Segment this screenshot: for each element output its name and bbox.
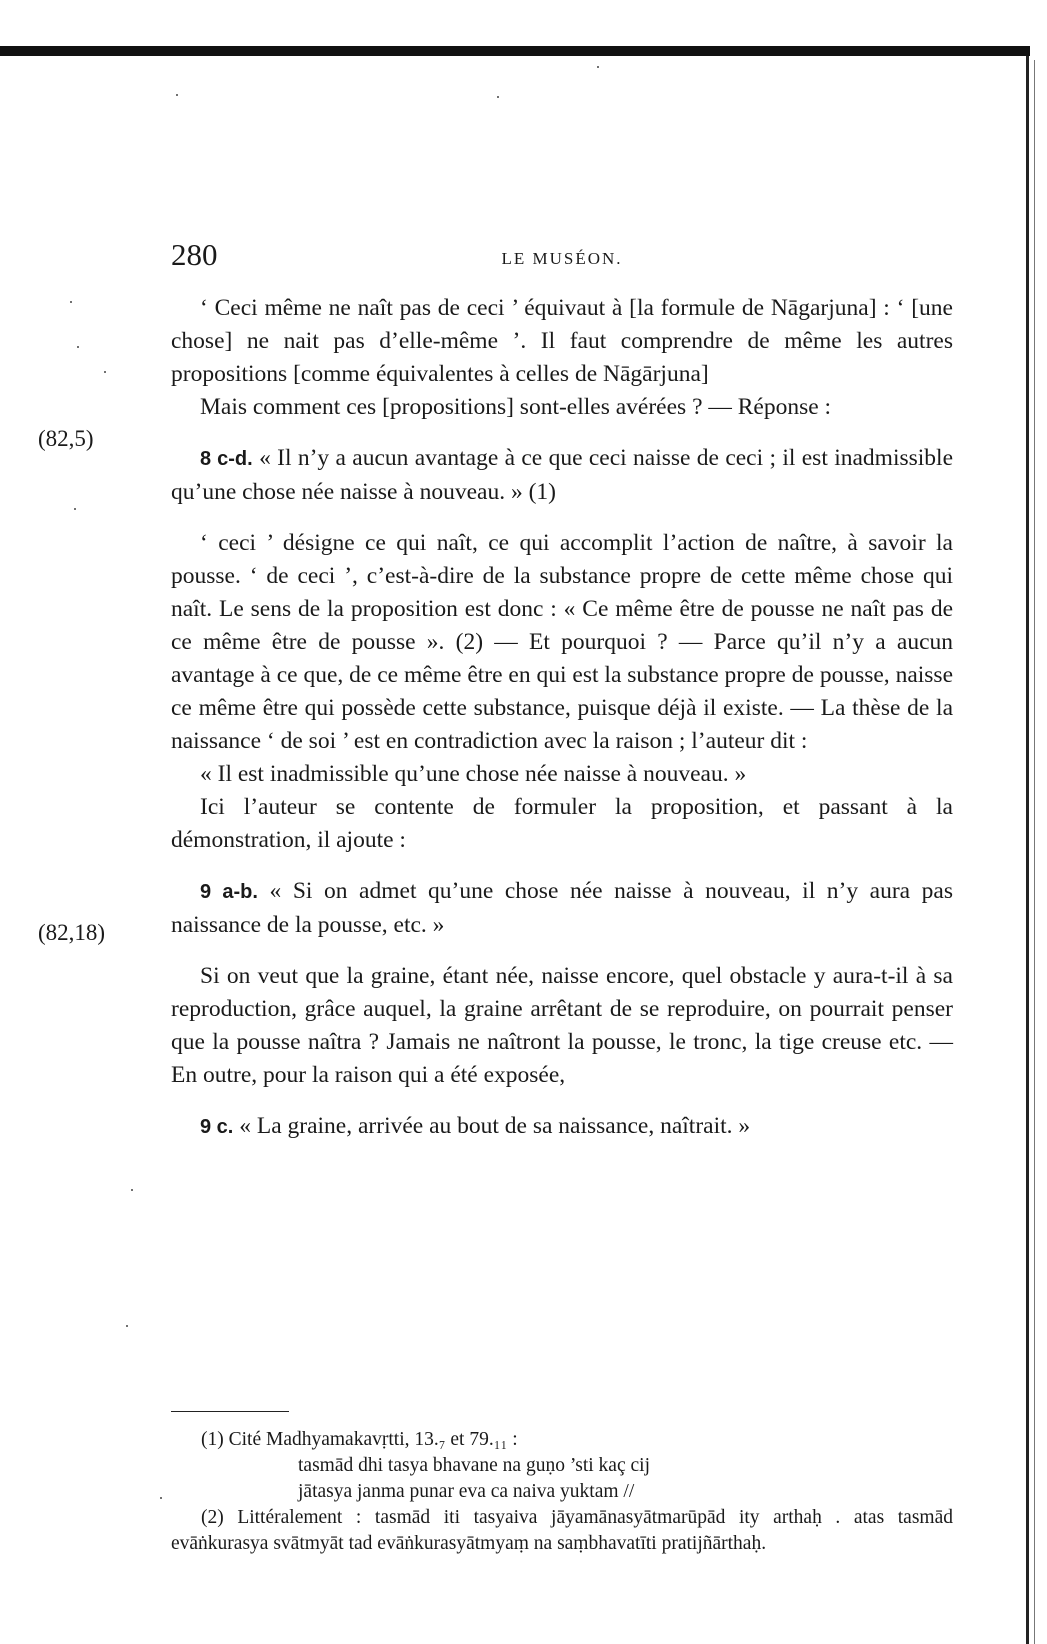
top-border — [0, 46, 1030, 56]
speck — [104, 371, 106, 373]
verse-label: 9 a-b. — [200, 881, 258, 903]
paragraph: ‘ ceci ’ désigne ce qui naît, ce qui accomplit l’action de naître, à savoir la pousse. ‘ de ceci ’, c’est-à-dire de la substance propre de cette même chose qui naît. Le sens de la proposition est donc : « Ce même être de pousse ne naît pas de ce même être de pousse ». (2) — Et pourquoi ? — Parce qu’il n’y a aucun avantage à ce que, de ce même être en qui est la substance propre de pousse, naisse ce même être qui possède cette substance, puisque déjà il existe. — La thèse de la naissance ‘ de soi ’ est en contradiction avec la raison ; l’auteur dit : — [171, 530, 953, 754]
verse-text: « Il n’y a aucun avantage à ce que ceci naisse de ceci ; il est inadmissible qu’une chose née naisse à nouveau. » (1) — [171, 445, 953, 505]
verse-label: 8 c-d. — [200, 448, 253, 470]
speck — [176, 94, 178, 96]
running-title: LE MUSÉON. — [501, 249, 623, 268]
verse-label: 9 c. — [200, 1116, 234, 1138]
footnote-2: (2) Littéralement : tasmād iti tasyaiva jāyamānasyātmarūpād ity arthaḥ . atas tasmād evāṅkurasya svātmyāt tad evāṅkurasyātmyaṃ na saṃbhavatīti pratijñārthaḥ. — [171, 1507, 953, 1554]
footnote-1-verse-line: tasmād dhi tasya bhavane na guṇo ’sti kaç cij — [298, 1455, 650, 1476]
right-border-shadow — [1034, 60, 1035, 1644]
margin-reference-2: (82,18) — [38, 920, 106, 945]
verse-9c — [171, 1110, 953, 1144]
paragraph: Mais comment ces [propositions] sont-elles avérées ? — Réponse : — [200, 394, 832, 420]
speck — [126, 1325, 128, 1327]
verse-8cd — [171, 442, 953, 509]
verse-text: « Si on admet qu’une chose née naisse à nouveau, il n’y aura pas naissance de la pousse, etc. » — [171, 878, 954, 938]
footnote-1-verse-line: jātasya janma punar eva ca naiva yuktam // — [298, 1481, 635, 1502]
speck — [74, 508, 76, 510]
paragraph: ‘ Ceci même ne naît pas de ceci ’ équivaut à [la formule de Nāgarjuna] : ‘ [une chose] ne nait pas d’elle-même ’. Il faut comprendre de même les autres propositions [comme équivalentes à celles de Nāgārjuna] — [171, 295, 953, 387]
speck — [497, 96, 499, 98]
verse-9ab — [171, 875, 953, 942]
page-number: 280 — [171, 237, 218, 272]
speck — [160, 1497, 162, 1499]
speck — [77, 346, 79, 348]
footnote-1: (1) Cité Madhyamakavṛtti, 13.₇ et 79.₁₁ : — [201, 1429, 518, 1450]
footnotes — [171, 1427, 953, 1557]
speck — [70, 301, 72, 303]
speck — [131, 1189, 133, 1191]
right-border — [1026, 56, 1029, 1644]
paragraph: Si on veut que la graine, étant née, naisse encore, quel obstacle y aura-t-il à sa reproduction, grâce auquel, la graine arrêtant de se reproduire, on pourrait penser que la pousse naîtra ? Jamais ne naîtront la pousse, le tronc, la tige creuse etc. — En outre, pour la raison qui a été exposée, — [171, 963, 953, 1088]
margin-reference-1: (82,5) — [38, 426, 94, 451]
speck — [597, 66, 599, 68]
quotation: « Il est inadmissible qu’une chose née naisse à nouveau. » — [200, 761, 747, 787]
main-text — [171, 292, 953, 1144]
paragraph: Ici l’auteur se contente de formuler la proposition, et passant à la démonstration, il ajoute : — [171, 794, 953, 853]
page-header — [171, 237, 953, 277]
footnote-rule — [171, 1411, 289, 1412]
verse-text: « La graine, arrivée au bout de sa naissance, naîtrait. » — [239, 1113, 751, 1139]
